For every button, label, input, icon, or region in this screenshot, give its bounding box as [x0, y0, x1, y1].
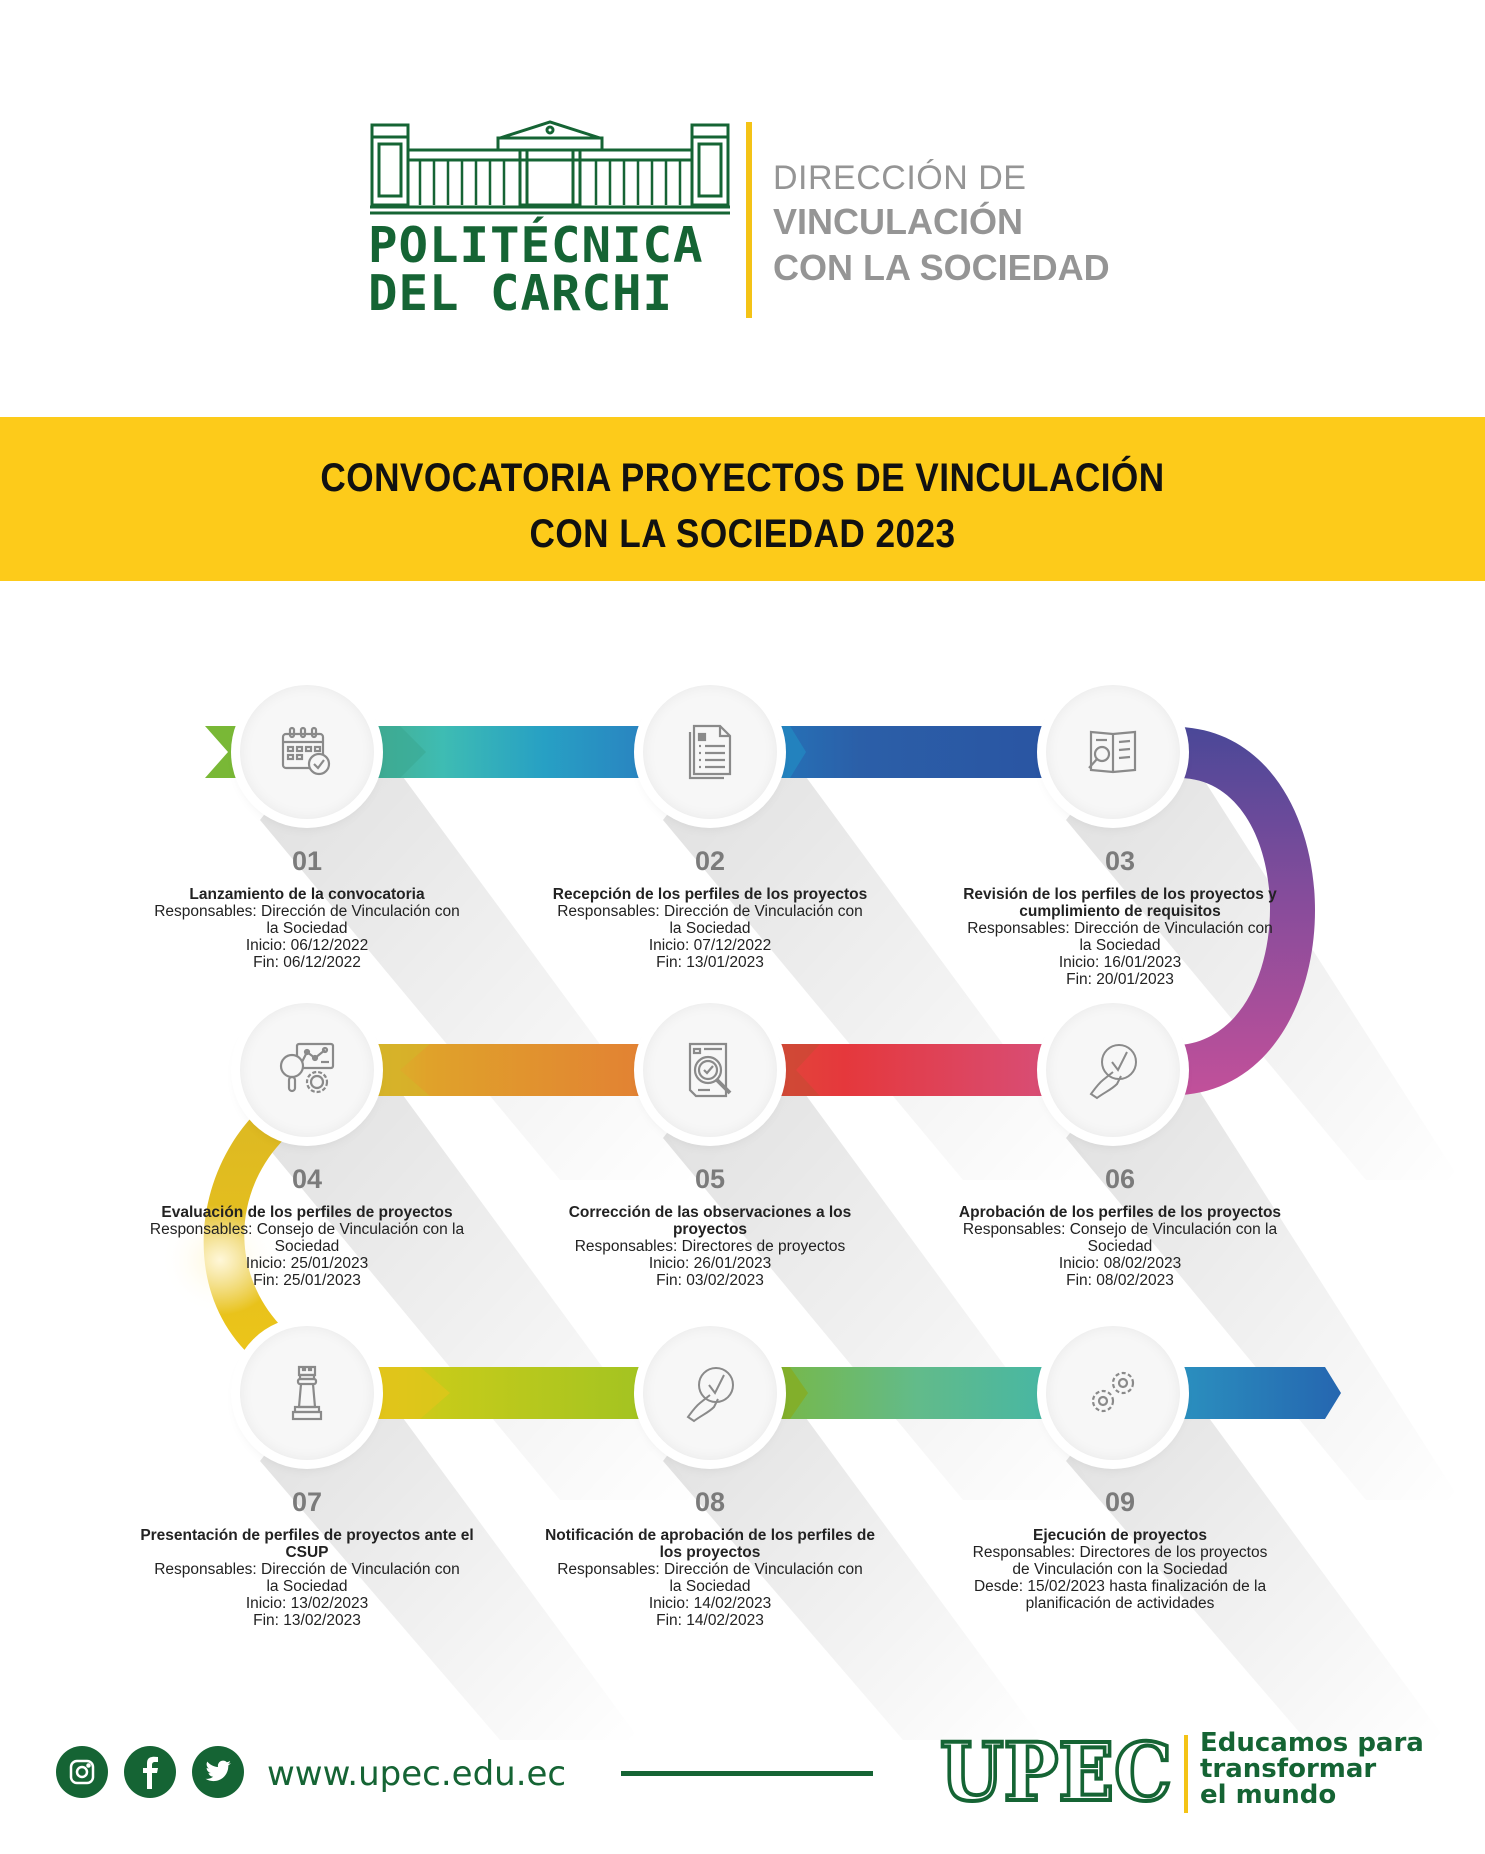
upec-brand-text: UPEC — [940, 1730, 1172, 1810]
step-number: 05 — [694, 1164, 726, 1194]
department-line2: VINCULACIÓN — [773, 201, 1023, 242]
step-title: Evaluación de los perfiles de proyectos — [161, 1204, 453, 1221]
step-responsible-cont: la Sociedad — [266, 1578, 348, 1595]
upec-tagline — [1200, 1730, 1424, 1808]
step-description — [132, 1204, 482, 1289]
step-start-date: Inicio: 25/01/2023 — [245, 1255, 369, 1272]
step-responsible: Responsables: Dirección de Vinculación con — [557, 903, 863, 920]
step-01-circle — [240, 685, 374, 819]
step-description — [945, 1527, 1295, 1612]
calendar-check-icon — [277, 722, 337, 782]
step-responsible: Responsables: Consejo de Vinculación con la — [149, 1221, 465, 1238]
step-title: Presentación de perfiles de proyectos ante el CSUP — [140, 1527, 474, 1561]
step-number: 02 — [694, 846, 726, 876]
step-number: 09 — [1104, 1487, 1136, 1517]
step-number: 03 — [1104, 846, 1136, 876]
step-description — [535, 886, 885, 971]
twitter-button[interactable] — [192, 1746, 244, 1798]
step-responsible-cont: la Sociedad — [1079, 937, 1161, 954]
step-description — [535, 1527, 885, 1629]
step-number: 04 — [291, 1164, 323, 1194]
step-end-date: Fin: 08/02/2023 — [1066, 1272, 1174, 1289]
tagline-line2: transformar — [1200, 1754, 1377, 1784]
step-responsible-cont: la Sociedad — [669, 920, 751, 937]
step-title: Lanzamiento de la convocatoria — [189, 886, 425, 903]
upec-logo — [940, 1730, 1175, 1815]
step-responsible: Responsables: Dirección de Vinculación con — [557, 1561, 863, 1578]
step-period: Desde: 15/02/2023 hasta finalización de la — [973, 1578, 1267, 1595]
step-end-date: Fin: 06/12/2022 — [253, 954, 361, 971]
gears-icon — [1083, 1363, 1143, 1423]
step-responsible-cont: Sociedad — [274, 1238, 340, 1255]
step-number: 06 — [1104, 1164, 1136, 1194]
step-start-date: Inicio: 06/12/2022 — [245, 937, 369, 954]
step-05-circle — [643, 1003, 777, 1137]
step-responsible: Responsables: Directores de proyectos — [574, 1238, 846, 1255]
step-responsible: Responsables: Dirección de Vinculación con — [154, 1561, 460, 1578]
step-start-date: Inicio: 14/02/2023 — [648, 1595, 772, 1612]
step-description — [945, 886, 1295, 988]
step-end-date: Fin: 13/02/2023 — [253, 1612, 361, 1629]
step-09-circle — [1046, 1326, 1180, 1460]
step-end-date: Fin: 25/01/2023 — [253, 1272, 361, 1289]
step-description — [535, 1204, 885, 1289]
step-number: 08 — [694, 1487, 726, 1517]
step-responsible-cont: la Sociedad — [669, 1578, 751, 1595]
step-title: Recepción de los perfiles de los proyectos — [552, 886, 868, 903]
hand-check-icon — [680, 1363, 740, 1423]
upec-divider — [1184, 1735, 1188, 1813]
step-end-date: Fin: 13/01/2023 — [656, 954, 764, 971]
step-description — [945, 1204, 1295, 1289]
footer-divider — [621, 1771, 873, 1776]
step-number: 01 — [291, 846, 323, 876]
step-end-date: Fin: 03/02/2023 — [656, 1272, 764, 1289]
department-line1: DIRECCIÓN DE — [773, 159, 1027, 197]
instagram-button[interactable] — [56, 1746, 108, 1798]
step-title: Aprobación de los perfiles de los proyectos — [958, 1204, 1282, 1221]
tagline-line1: Educamos para — [1200, 1728, 1424, 1758]
chess-rook-icon — [277, 1363, 337, 1423]
facebook-icon — [135, 1755, 165, 1789]
tagline-line3: el mundo — [1200, 1780, 1337, 1810]
book-search-icon — [1083, 722, 1143, 782]
step-start-date: Inicio: 13/02/2023 — [245, 1595, 369, 1612]
facebook-button[interactable] — [124, 1746, 176, 1798]
step-06-circle — [1046, 1003, 1180, 1137]
instagram-icon — [67, 1757, 97, 1787]
step-end-date: Fin: 20/01/2023 — [1066, 971, 1174, 988]
step-responsible-cont: de Vinculación con la Sociedad — [1012, 1561, 1228, 1578]
step-start-date: Inicio: 08/02/2023 — [1058, 1255, 1182, 1272]
step-responsible-cont: Sociedad — [1087, 1238, 1153, 1255]
step-description — [132, 886, 482, 971]
step-03-circle — [1046, 685, 1180, 819]
department-line3: CON LA SOCIEDAD — [773, 247, 1110, 288]
step-start-date: Inicio: 16/01/2023 — [1058, 954, 1182, 971]
step-title: Revisión de los perfiles de los proyectos y cumplimiento de requisitos — [963, 886, 1277, 920]
step-end-date: Fin: 14/02/2023 — [656, 1612, 764, 1629]
institution-name-line2: DEL CARCHI — [368, 265, 674, 322]
step-responsible-cont: la Sociedad — [266, 920, 348, 937]
step-description — [132, 1527, 482, 1629]
document-magnifier-check-icon — [680, 1040, 740, 1100]
website-link[interactable]: www.upec.edu.ec — [267, 1754, 567, 1794]
twitter-icon — [203, 1759, 233, 1785]
step-responsible: Responsables: Dirección de Vinculación con — [154, 903, 460, 920]
step-responsible: Responsables: Consejo de Vinculación con la — [962, 1221, 1278, 1238]
step-title: Ejecución de proyectos — [1033, 1527, 1207, 1544]
step-04-circle — [240, 1003, 374, 1137]
banner-title-line1: CONVOCATORIA PROYECTOS DE VINCULACIÓN — [320, 456, 1165, 500]
step-08-circle — [643, 1326, 777, 1460]
step-start-date: Inicio: 26/01/2023 — [648, 1255, 772, 1272]
step-period-cont: planificación de actividades — [1025, 1595, 1215, 1612]
step-title: Corrección de las observaciones a los proyectos — [568, 1204, 852, 1238]
step-responsible: Responsables: Dirección de Vinculación con — [967, 920, 1273, 937]
step-title: Notificación de aprobación de los perfiles de los proyectos — [545, 1527, 875, 1561]
hand-check-icon — [1083, 1040, 1143, 1100]
document-list-icon — [680, 722, 740, 782]
step-02-circle — [643, 685, 777, 819]
step-responsible: Responsables: Directores de los proyectos — [972, 1544, 1268, 1561]
institution-name-line1: POLITÉCNICA — [368, 217, 704, 274]
banner-title-line2: CON LA SOCIEDAD 2023 — [529, 512, 956, 556]
step-number: 07 — [291, 1487, 323, 1517]
step-start-date: Inicio: 07/12/2022 — [648, 937, 772, 954]
analytics-search-gear-icon — [277, 1040, 337, 1100]
step-07-circle — [240, 1326, 374, 1460]
